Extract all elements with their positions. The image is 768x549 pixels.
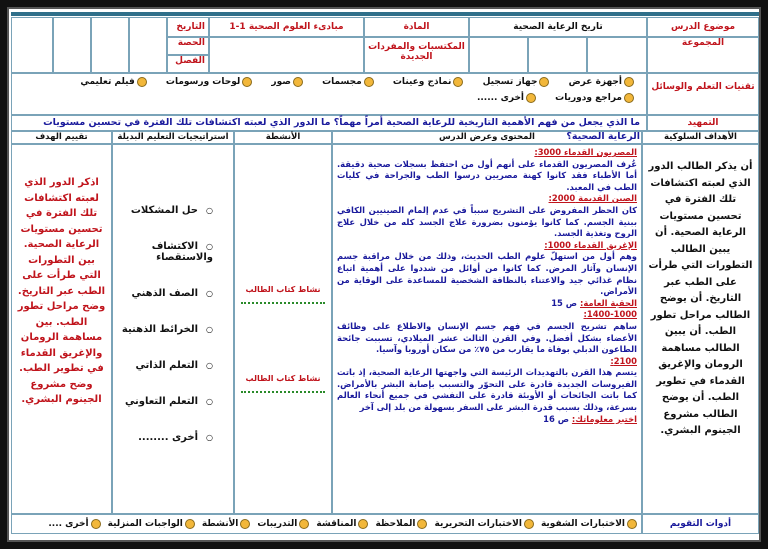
assessment-option[interactable]: المناقشة: [316, 519, 368, 529]
media-option[interactable]: أجهزة عرض: [569, 77, 634, 87]
era-text: يتسم هذا القرن بالتهديدات الرئيسة التي واجهتها الرعاية الصحية، إذ باتت الفيروسات الجديدة قادرة على التحوّر والتسبب بإصابة البشر بالأمراض. كما باتت الجائحات أو الأوبئة قادرة على التفشي في جميع أنحاء العالم بسرعة، وذلك بسبب قدرة البشر على السفر بسهولة من بلد إلى آخر: [337, 367, 637, 413]
top-bar: [11, 12, 759, 16]
lesson-plan-page: [7, 7, 761, 542]
era-heading: الإغريق القدماء 1000:: [544, 239, 637, 250]
era-heading: 2100:: [610, 355, 637, 366]
vocab-cell: [209, 37, 364, 73]
date-label: التاريخ: [167, 17, 209, 37]
media-option[interactable]: جهاز تسجيل: [483, 77, 550, 87]
media-option[interactable]: مراجع ودوريات: [555, 93, 634, 103]
strategy-item[interactable]: ○ الخرائط الذهنية: [113, 324, 213, 335]
media-option[interactable]: مجسمات: [322, 77, 374, 87]
strategy-item[interactable]: ○ أخرى ........: [113, 432, 213, 443]
assessment-options: [11, 514, 642, 534]
strategies-cell: [112, 144, 234, 514]
era-heading: الحقبة العامة:: [580, 297, 637, 308]
media-option[interactable]: صور: [271, 77, 303, 87]
assessment-option[interactable]: الملاحظة: [375, 519, 427, 529]
media-label: تقنيات التعلم والوسائل: [647, 73, 759, 115]
objectives-text: أن يذكر الطالب الدور الذي لعبته اكتشافات تلك الفترة في تحسين مستويات الرعاية الصحية. أن يبين الطالب التطورات التي طرأت على الطب عبر التاريخ. أن يوضح الطالب مراحل تطور الطب. أن يبين الطالب مساهمة الرومان والإغريق القدماء في تطوير الطب. أن يوضح الطالب مشروع الجينوم البشري.: [642, 144, 759, 514]
activities-cell: [234, 144, 332, 514]
date-cell: [11, 17, 53, 73]
subject-name: مبادىء العلوم الصحية 1-1: [209, 17, 364, 37]
assessment-option-other[interactable]: أخرى ....: [48, 519, 100, 529]
subject-label: المادة: [364, 17, 469, 37]
media-option[interactable]: أخرى ......: [477, 93, 536, 103]
assessment-option[interactable]: الاختبارات الشفوية: [541, 519, 637, 529]
group-cell: [469, 37, 528, 73]
assessment-option[interactable]: الأنشطة: [202, 519, 251, 529]
period-label: الحصة: [167, 37, 209, 55]
era-heading: اختبر معلوماتك:: [571, 413, 637, 424]
media-option[interactable]: نماذج وعينات: [393, 77, 464, 87]
media-option[interactable]: فيلم تعليمي: [80, 77, 146, 87]
activity-item: نشاط كتاب الطالب: [245, 374, 321, 383]
era-text: ساهم تشريح الجسم في فهم جسم الإنسان والاطلاع على وظائف الأعضاء بشكل أفضل. وفي القرن الثالث عشر الميلادي، تسببت جائحة الطاعون الدبلي بوفاة ما يقارب من ٧٥٪ من سكان أوروبا وآسيا.: [337, 320, 637, 355]
date-cell: [91, 17, 129, 73]
assessment-option[interactable]: الاختبارات التحريرية: [434, 519, 533, 529]
col-activities: الأنشطة: [234, 131, 332, 144]
group-cell: [587, 37, 647, 73]
intro-text: ما الذي يجعل من فهم الأهمية التاريخية للرعاية الصحية أمراً مهماً؟ ما الدور الذي لعبته اكتشافات تلك الفترة في تحسين مستويات الرعاية الصحية؟: [11, 115, 647, 131]
date-cell: [53, 17, 91, 73]
era-heading: 1400-1000:: [583, 309, 637, 320]
assessment-option[interactable]: الواجبات المنزلية: [108, 519, 195, 529]
activity-dots: [241, 391, 325, 393]
media-option[interactable]: لوحات ورسومات: [166, 77, 252, 87]
strategy-item[interactable]: ○ التعلم التعاوني: [113, 396, 213, 407]
era-heading: الصين القديمة 2000:: [548, 193, 637, 204]
era-heading: المصريون القدماء 3000:: [534, 147, 637, 157]
era-text: وهم أول من استهلّ علوم الطب الحديث، وذلك من خلال مراقبة جسم الإنسان وآثار المرض. كما كانوا من أوائل من شددوا على أهمية اتباع نظام غذائي جيد والاعتناء بالنظافة الشخصية للمساعدة على الوقاية من الأمراض.: [337, 251, 637, 297]
strategy-item[interactable]: ○ حل المشكلات: [113, 205, 213, 216]
group-cell: [528, 37, 587, 73]
class-label: الفصل: [167, 55, 209, 73]
lesson-topic-label: موضوع الدرس: [647, 17, 759, 37]
date-cell: [129, 17, 167, 73]
assessment-option[interactable]: التدريبات: [257, 519, 309, 529]
vocab-label: المكتسبات والمفردات الجديدة: [364, 37, 469, 73]
strategy-item[interactable]: ○ الاكتشاف والاستقصاء: [113, 241, 213, 263]
intro-label: التمهيد: [647, 115, 759, 131]
strategy-item[interactable]: ○ التعلم الذاتي: [113, 360, 213, 371]
strategy-item[interactable]: ○ الصف الذهني: [113, 288, 213, 299]
col-strategies: استراتيجيات التعليم البديلة: [112, 131, 234, 144]
page-ref: ص 15: [551, 297, 578, 308]
era-text: كان الحظر المفروض على التشريح سبباً في عدم إلمام الصينيين الكافي ببنية الجسم. كما كانوا يؤمنون بضرورة علاج الجسد كله من خلال علاج الروح وتغذية الجسد.: [337, 204, 637, 239]
lesson-topic: تاريخ الرعاية الصحية: [469, 17, 647, 37]
evaluation-text: اذكر الدور الذي لعبته اكتشافات تلك الفترة في تحسين مستويات الرعاية الصحية. بين التطورات التي طرأت على الطب عبر التاريخ. وضح مراحل تطور الطب. بين مساهمة الرومان والإغريق القدماء في تطوير الطب. وضح مشروع الجينوم البشري.: [11, 144, 112, 514]
activity-item: نشاط كتاب الطالب: [245, 285, 321, 294]
activity-dots: [241, 302, 325, 304]
era-text: عُرف المصريون القدماء على أنهم أول من احتفظ بسجلات صحية دقيقة. أما الأطباء فقد كانوا كهنة مصريين درسوا الطب والجراحة في كليات الطب في المعبد.: [337, 158, 637, 192]
group-label: المجموعة: [647, 37, 759, 73]
col-content: المحتوى وعرض الدرس: [332, 131, 642, 144]
content-body: [332, 144, 642, 514]
col-objectives: الأهداف السلوكية: [642, 131, 759, 144]
media-options: [11, 73, 647, 115]
col-evaluation: تقييم الهدف: [11, 131, 112, 144]
assessment-label: أدوات التقويم: [642, 514, 759, 534]
page-ref: ص 16: [543, 413, 569, 424]
